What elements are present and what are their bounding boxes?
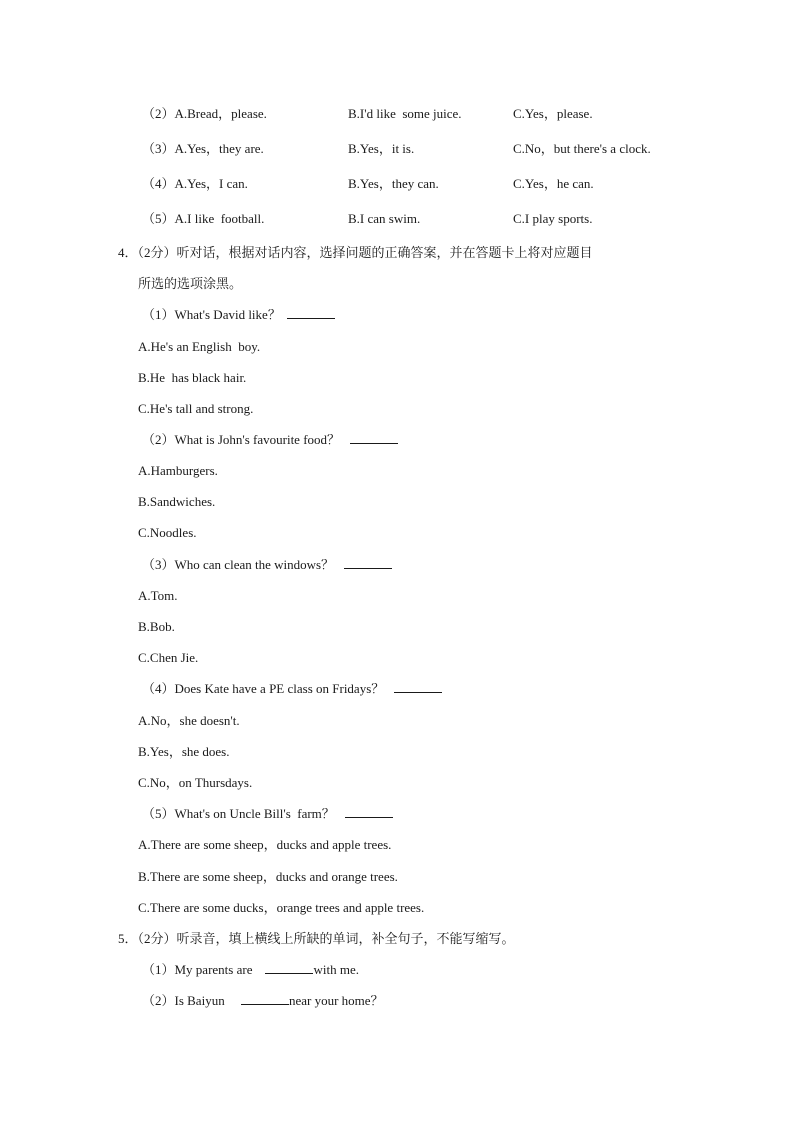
q4-4-option-b: B.Yes，she does. — [138, 744, 230, 759]
answer-blank[interactable] — [287, 306, 335, 319]
q4-5-option-c: C.There are some ducks，orange trees and apple trees. — [138, 900, 425, 915]
fill-blank[interactable] — [265, 961, 313, 974]
q4-4-option-a: A.No，she doesn't. — [138, 713, 240, 728]
q3-option-2a: （2）A.Bread，please. — [142, 106, 267, 121]
q5-sentence-2: （2）Is Baiyun near your home？ — [142, 993, 384, 1008]
q4-5-option-b: B.There are some sheep，ducks and orange trees. — [138, 869, 398, 884]
q4-5-option-a: A.There are some sheep，ducks and apple trees. — [138, 837, 392, 852]
q3-option-4b: B.Yes，they can. — [348, 176, 439, 191]
q4-question-3: （3）Who can clean the windows？ — [142, 556, 392, 574]
q3-option-2b: B.I'd like some juice. — [348, 106, 462, 121]
q3-option-3a: （3）A.Yes，they are. — [142, 141, 264, 156]
q4-question-2: （2）What is John's favourite food？ — [142, 431, 398, 449]
q3-option-5a: （5）A.I like football. — [142, 211, 265, 226]
q3-option-4a: （4）A.Yes，I can. — [142, 176, 248, 191]
q5-sentence-1: （1）My parents are with me. — [142, 962, 359, 977]
answer-blank[interactable] — [350, 431, 398, 444]
q4-header: 4．（2分）听对话，根据对话内容，选择问题的正确答案，并在答题卡上将对应题目 — [118, 245, 593, 260]
answer-blank[interactable] — [344, 556, 392, 569]
q4-3-option-a: A.Tom. — [138, 588, 178, 603]
q3-option-2c: C.Yes，please. — [513, 106, 593, 121]
q5-header: 5．（2分）听录音，填上横线上所缺的单词，补全句子，不能写缩写。 — [118, 931, 515, 946]
q4-3-option-c: C.Chen Jie. — [138, 650, 199, 665]
q3-option-3c: C.No，but there's a clock. — [513, 141, 651, 156]
q3-option-5b: B.I can swim. — [348, 211, 421, 226]
q4-question-4: （4）Does Kate have a PE class on Fridays？ — [142, 680, 442, 698]
q4-2-option-b: B.Sandwiches. — [138, 494, 216, 509]
q4-question-5: （5）What's on Uncle Bill's farm？ — [142, 805, 393, 823]
q4-header-cont: 所选的选项涂黑。 — [138, 276, 243, 291]
q4-4-option-c: C.No，on Thursdays. — [138, 775, 253, 790]
q4-1-option-a: A.He's an English boy. — [138, 339, 261, 354]
fill-blank[interactable] — [241, 992, 289, 1005]
answer-blank[interactable] — [394, 680, 442, 693]
q3-option-3b: B.Yes，it is. — [348, 141, 415, 156]
q4-2-option-c: C.Noodles. — [138, 525, 197, 540]
q4-question-1: （1）What's David like？ — [142, 306, 335, 324]
q4-1-option-c: C.He's tall and strong. — [138, 401, 254, 416]
q3-option-5c: C.I play sports. — [513, 211, 593, 226]
q4-2-option-a: A.Hamburgers. — [138, 463, 218, 478]
q4-3-option-b: B.Bob. — [138, 619, 175, 634]
q4-1-option-b: B.He has black hair. — [138, 370, 247, 385]
q3-option-4c: C.Yes，he can. — [513, 176, 594, 191]
answer-blank[interactable] — [345, 805, 393, 818]
